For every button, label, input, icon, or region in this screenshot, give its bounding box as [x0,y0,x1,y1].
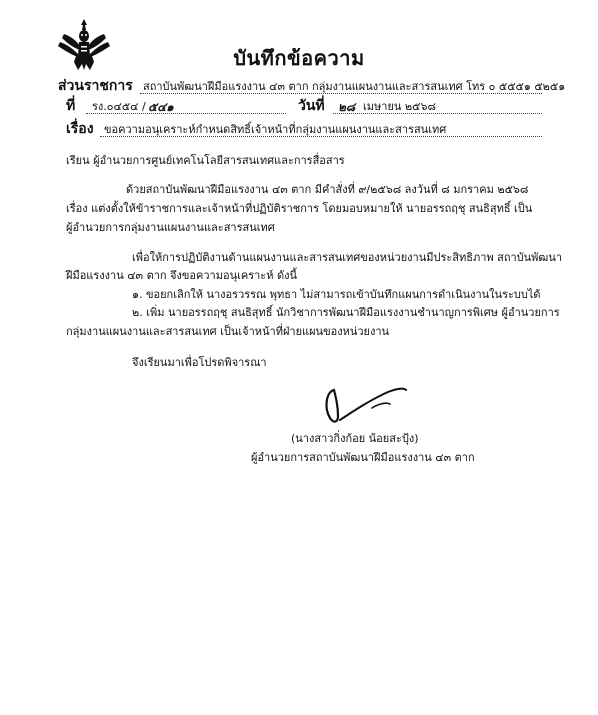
closing-text: จึงเรียนมาเพื่อโปรดพิจารณา [132,356,267,369]
signatory-name: (นางสาวกิ่งก้อย น้อยสะปุ้ง) [291,432,419,445]
salutation: เรียน ผู้อำนวยการศูนย์เทคโนโลยีสารสนเทศและการสื่อสาร [66,154,345,167]
handwritten-signature [312,382,422,432]
paragraph-2-line-2: ฝีมือแรงงาน ๔๓ ตาก จึงขอความอนุเคราะห์ ดังนี้ [66,269,297,282]
ref-label: ที่ [66,98,76,114]
date-dotted-line [333,113,542,114]
ref-value: รง.๐๔๕๔ / [92,100,146,113]
page-title: บันทึกข้อความ [233,46,365,70]
paragraph-1-line-1: ด้วยสถาบันพัฒนาฝีมือแรงงาน ๔๓ ตาก มีคำสั่งที่ ๙/๒๕๖๘ ลงวันที่ ๘ มกราคม ๒๕๖๘ [126,183,529,196]
signatory-position: ผู้อำนวยการสถาบันพัฒนาฝีมือแรงงาน ๔๓ ตาก [251,451,475,464]
date-rest: เมษายน ๒๕๖๘ [363,100,436,113]
date-day: ๒๘ [338,100,356,114]
paragraph-1-line-2: เรื่อง แต่งตั้งให้ข้าราชการและเจ้าหน้าที่ปฏิบัติราชการ โดยมอบหมายให้ นายอรรถฤชุ สนธิสุทธิ์ เป็น [66,202,533,215]
agency-value: สถาบันพัฒนาฝีมือแรงงาน ๔๓ ตาก กลุ่มงานแผนงานและสารสนเทศ โทร ๐ ๕๕๕๑ ๕๒๕๑ [143,80,566,93]
list-item-2-line-1: ๒. เพิ่ม นายอรรถฤชุ สนธิสุทธิ์ นักวิชาการพัฒนาฝีมือแรงงานชำนาญการพิเศษ ผู้อำนวยการ [132,306,560,319]
ref-number: ๕๔๑ [148,100,174,114]
subject-label: เรื่อง [66,121,94,137]
list-item-1: ๑. ขอยกเลิกให้ นางอรวรรณ พุทธา ไม่สามารถเข้าบันทึกแผนการดำเนินงานในระบบได้ [132,288,541,301]
subject-value: ขอความอนุเคราะห์กำหนดสิทธิ์เจ้าหน้าที่กลุ่มงานแผนงานและสารสนเทศ [104,123,447,136]
paragraph-1-line-3: ผู้อำนวยการกลุ่มงานแผนงานและสารสนเทศ [66,221,275,234]
agency-dotted-line [140,93,542,94]
list-item-2-line-2: กลุ่มงานแผนงานและสารสนเทศ เป็นเจ้าหน้าที่ฝ่ายแผนของหน่วยงาน [66,325,390,338]
agency-label: ส่วนราชการ [58,78,133,94]
paragraph-2-line-1: เพื่อให้การปฏิบัติงานด้านแผนงานและสารสนเทศของหน่วยงานมีประสิทธิภาพ สถาบันพัฒนา [132,251,563,264]
ref-dotted-line [86,113,286,114]
subject-dotted-line [100,136,542,137]
date-label: วันที่ [298,98,325,114]
